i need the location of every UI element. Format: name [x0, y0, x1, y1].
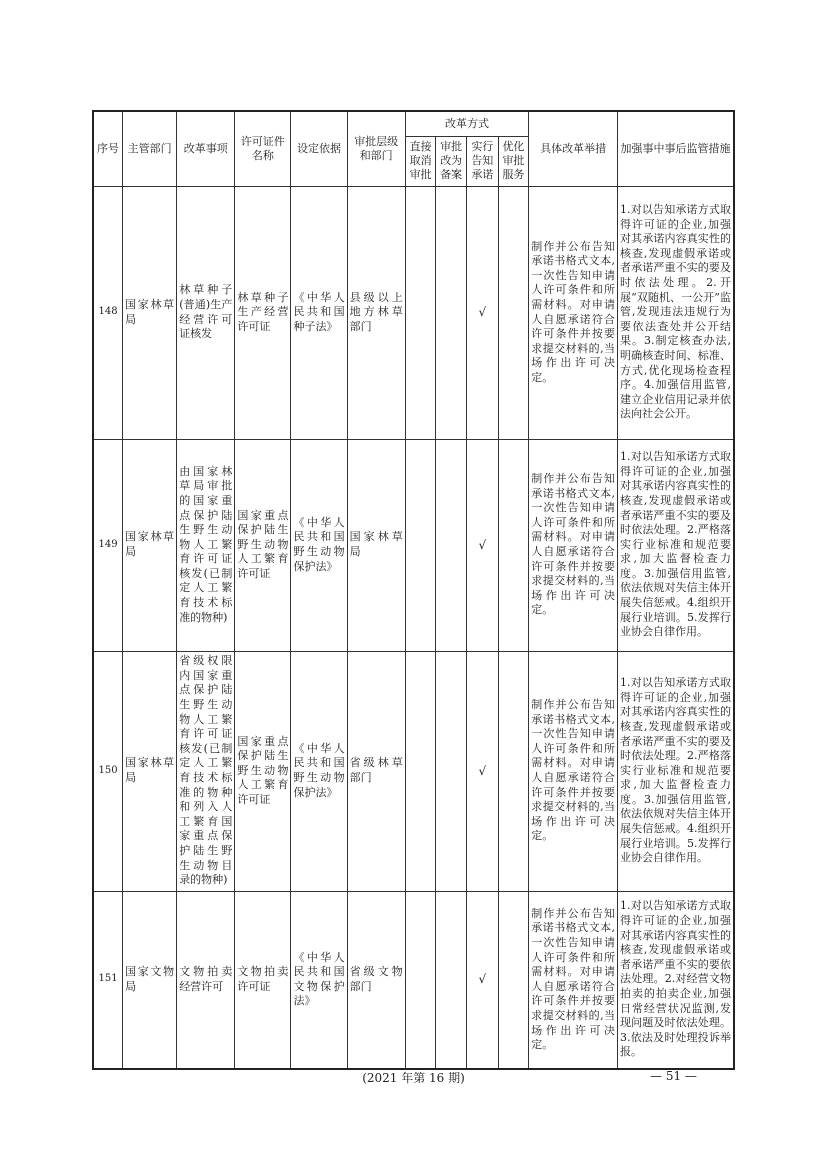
header-basis: 设定依据 — [291, 111, 347, 186]
row-seq: 148 — [93, 186, 123, 439]
header-level: 审批层级和部门 — [347, 111, 405, 186]
row-method-commitment: √ — [467, 186, 499, 439]
row-dept: 国家文物局 — [123, 891, 177, 1069]
row-basis: 《中华人民共和国种子法》 — [291, 186, 347, 439]
row-seq: 150 — [93, 651, 123, 891]
row-supervision: 1.对以告知承诺方式取得许可证的企业,加强对其承诺内容真实性的核查,发现虚假承诺或者承诺严重不实的要及时依法处理。2.开展“双随机、一公开”监管,发现违法违规行为要依法查处并公开结果。3.制定核查办法,明确核查时间、标准、方式,优化现场检查程序。4.加强信用监管,建立企业信用记录并依法向社会公开。 — [618, 186, 734, 439]
header-method-optimize: 优化审批服务 — [498, 136, 529, 186]
row-license: 文物拍卖许可证 — [235, 891, 291, 1069]
row-item: 省级权限内国家重点保护陆生野生动物人工繁育许可证核发(已制定人工繁育技术标准的物种和列入人工繁育国家重点保护陆生野生动物目录的物种) — [177, 651, 235, 891]
row-method-filing — [436, 439, 467, 651]
row-dept: 国家林草局 — [123, 651, 177, 891]
row-dept: 国家林草局 — [123, 439, 177, 651]
row-level: 省级文物部门 — [347, 891, 405, 1069]
row-method-commitment: √ — [467, 651, 499, 891]
row-method-cancel — [405, 891, 436, 1069]
row-method-commitment: √ — [467, 439, 499, 651]
row-method-optimize — [498, 891, 529, 1069]
row-method-optimize — [498, 439, 529, 651]
header-method-cancel: 直接取消审批 — [405, 136, 436, 186]
row-basis: 《中华人民共和国文物保护法》 — [291, 891, 347, 1069]
row-supervision: 1.对以告知承诺方式取得许可证的企业,加强对其承诺内容真实性的核查,发现虚假承诺或者承诺严重不实的要依法处理。2.对经营文物拍卖的拍卖企业,加强日常经营状况监测,发现问题及时依法处理。3.依法及时处理投诉举报。 — [618, 891, 734, 1069]
row-dept: 国家林草局 — [123, 186, 177, 439]
header-method-commitment: 实行告知承诺 — [467, 136, 499, 186]
row-level: 国家林草局 — [347, 439, 405, 651]
table-row — [93, 651, 734, 891]
row-license: 国家重点保护陆生野生动物人工繁育许可证 — [235, 439, 291, 651]
table-row — [93, 891, 734, 1069]
row-seq: 151 — [93, 891, 123, 1069]
row-license: 国家重点保护陆生野生动物人工繁育许可证 — [235, 651, 291, 891]
row-basis: 《中华人民共和国野生动物保护法》 — [291, 439, 347, 651]
row-item: 文物拍卖经营许可 — [177, 891, 235, 1069]
table-row — [93, 186, 734, 439]
row-method-optimize — [498, 651, 529, 891]
row-supervision: 1.对以告知承诺方式取得许可证的企业,加强对其承诺内容真实性的核查,发现虚假承诺或者承诺严重不实的要及时依法处理。2.严格落实行业标准和规范要求,加大监督检查力度。3.加强信用监管,依法依规对失信主体开展失信惩戒。4.组织开展行业培训。5.发挥行业协会自律作用。 — [618, 651, 734, 891]
row-item: 由国家林草局审批的国家重点保护陆生野生动物人工繁育许可证核发(已制定人工繁育技术标准的物种) — [177, 439, 235, 651]
row-measures: 制作并公布告知承诺书格式文本,一次性告知申请人许可条件和所需材料。对申请人自愿承诺符合许可条件并按要求提交材料的,当场作出许可决定。 — [529, 439, 618, 651]
row-method-cancel — [405, 651, 436, 891]
header-measures: 具体改革举措 — [529, 111, 618, 186]
header-methods-group: 改革方式 — [405, 111, 528, 136]
row-method-filing — [436, 891, 467, 1069]
row-item: 林草种子(普通)生产经营许可证核发 — [177, 186, 235, 439]
row-level: 省级林草部门 — [347, 651, 405, 891]
row-method-cancel — [405, 439, 436, 651]
row-measures: 制作并公布告知承诺书格式文本,一次性告知申请人许可条件和所需材料。对申请人自愿承诺符合许可条件并按要求提交材料的,当场作出许可决定。 — [529, 651, 618, 891]
row-method-cancel — [405, 186, 436, 439]
row-method-optimize — [498, 186, 529, 439]
header-seq: 序号 — [93, 111, 123, 186]
row-supervision: 1.对以告知承诺方式取得许可证的企业,加强对其承诺内容真实性的核查,发现虚假承诺或者承诺严重不实的要及时依法处理。2.严格落实行业标准和规范要求,加大监督检查力度。3.加强信用监管,依法依规对失信主体开展失信惩戒。4.组织开展行业培训。5.发挥行业协会自律作用。 — [618, 439, 734, 651]
header-supervision: 加强事中事后监管措施 — [618, 111, 734, 186]
row-seq: 149 — [93, 439, 123, 651]
row-measures: 制作并公布告知承诺书格式文本,一次性告知申请人许可条件和所需材料。对申请人自愿承诺符合许可条件并按要求提交材料的,当场作出许可决定。 — [529, 891, 618, 1069]
issue-label: (2021 年第 16 期) — [362, 1071, 465, 1085]
header-method-filing: 审批改为备案 — [436, 136, 467, 186]
row-license: 林草种子生产经营许可证 — [235, 186, 291, 439]
reform-table — [92, 110, 735, 1070]
row-level: 县级以上地方林草部门 — [347, 186, 405, 439]
row-method-filing — [436, 186, 467, 439]
table-row — [93, 439, 734, 651]
header-license: 许可证件名称 — [235, 111, 291, 186]
header-item: 改革事项 — [177, 111, 235, 186]
row-method-commitment: √ — [467, 891, 499, 1069]
row-measures: 制作并公布告知承诺书格式文本,一次性告知申请人许可条件和所需材料。对申请人自愿承诺符合许可条件并按要求提交材料的,当场作出许可决定。 — [529, 186, 618, 439]
row-method-filing — [436, 651, 467, 891]
header-dept: 主管部门 — [123, 111, 177, 186]
page-number: — 51 — — [650, 1069, 697, 1083]
row-basis: 《中华人民共和国野生动物保护法》 — [291, 651, 347, 891]
